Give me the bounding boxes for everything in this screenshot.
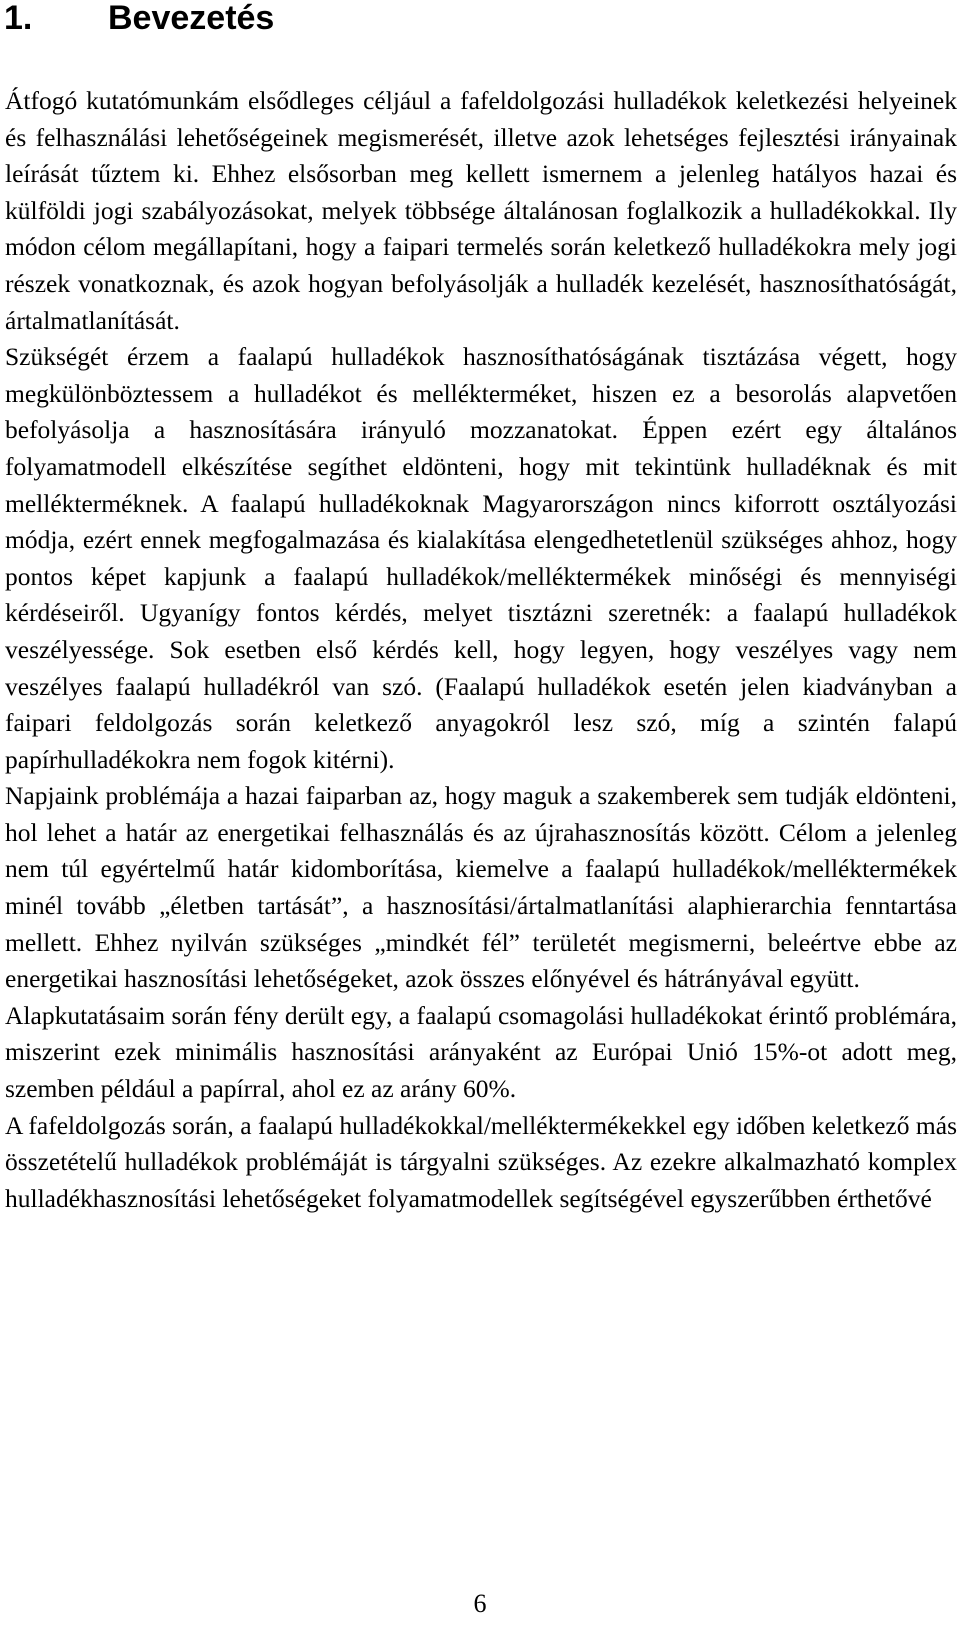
chapter-heading xyxy=(4,0,274,36)
body-text xyxy=(5,83,957,1217)
paragraph: Napjaink problémája a hazai faiparban az, hogy maguk a szakemberek sem tudják eldönteni, hol lehet a határ az energetikai felhasználás és az újrahasznosítás között. Célom a jelenleg nem túl egyértelmű határ kidomborítása, kiemelve a faalapú hulladékok/melléktermékek minél tovább „életben tartását”, a hasznosítási/ártalmatlanítási alaphierarchia fenntartása mellett. Ehhez nyilván szükséges „mindkét fél” területét megismerni, beleértve ebbe az energetikai hasznosítási lehetőségeket, azok összes előnyével és hátrányával együtt. xyxy=(5,781,957,994)
paragraph: Átfogó kutatómunkám elsődleges céljául a fafeldolgozási hulladékok keletkezési helyeinek és felhasználási lehetőségeinek megismerését, illetve azok lehetséges fejlesztési irányainak leírását tűztem ki. Ehhez elsősorban meg kellett ismernem a jelenleg hatályos hazai és külföldi jogi szabályozásokat, melyek többsége általánosan foglalkozik a hulladékokkal. Ily módon célom megállapítani, hogy a faipari termelés során keletkező hulladékokra mely jogi részek vonatkoznak, és azok hogyan befolyásolják a hulladék kezelését, hasznosíthatóságát, ártalmatlanítását. xyxy=(5,86,957,335)
chapter-title: Bevezetés xyxy=(108,0,275,37)
page-number: 6 xyxy=(473,1589,487,1618)
paragraph: Szükségét érzem a faalapú hulladékok hasznosíthatóságának tisztázása végett, hogy megkülönböztessem a hulladékot és mellékterméket, hiszen ez a besorolás alapvetően befolyásolja a hasznosítására irányuló mozzanatokat. Éppen ezért egy általános folyamatmodell elkészítése segíthet eldönteni, hogy mit tekintünk hulladéknak és mit mellékterméknek. A faalapú hulladékoknak Magyarországon nincs kiforrott osztályozási módja, ezért ennek megfogalmazása és kialakítása elengedhetetlenül szükséges ahhoz, hogy pontos képet kapjunk a faalapú hulladékok/melléktermékek minőségi és mennyiségi kérdéseiről. Ugyanígy fontos kérdés, melyet tisztázni szeretnék: a faalapú hulladékok veszélyessége. Sok esetben első kérdés kell, hogy legyen, hogy veszélyes vagy nem veszélyes faalapú hulladékról van szó. (Faalapú hulladékok esetén jelen kiadványban a faipari feldolgozás során keletkező anyagokról lesz szó, míg a szintén falapú papírhulladékokra nem fogok kitérni). xyxy=(5,342,957,774)
chapter-number: 1. xyxy=(4,0,33,37)
paragraph: Alapkutatásaim során fény derült egy, a faalapú csomagolási hulladékokat érintő problémára, miszerint ezek minimális hasznosítási arányaként az Európai Unió 15%-ot adott meg, szemben például a papírral, ahol ez az arány 60%. xyxy=(5,1000,957,1104)
paragraph: A fafeldolgozás során, a faalapú hulladékokkal/melléktermékekkel egy időben keletkező más összetételű hulladékok problémáját is tárgyalni szükséges. Az ezekre alkalmazható komplex hulladékhasznosítási lehetőségeket folyamatmodellek segítségével egyszerűbben érthetővé xyxy=(5,1110,957,1213)
